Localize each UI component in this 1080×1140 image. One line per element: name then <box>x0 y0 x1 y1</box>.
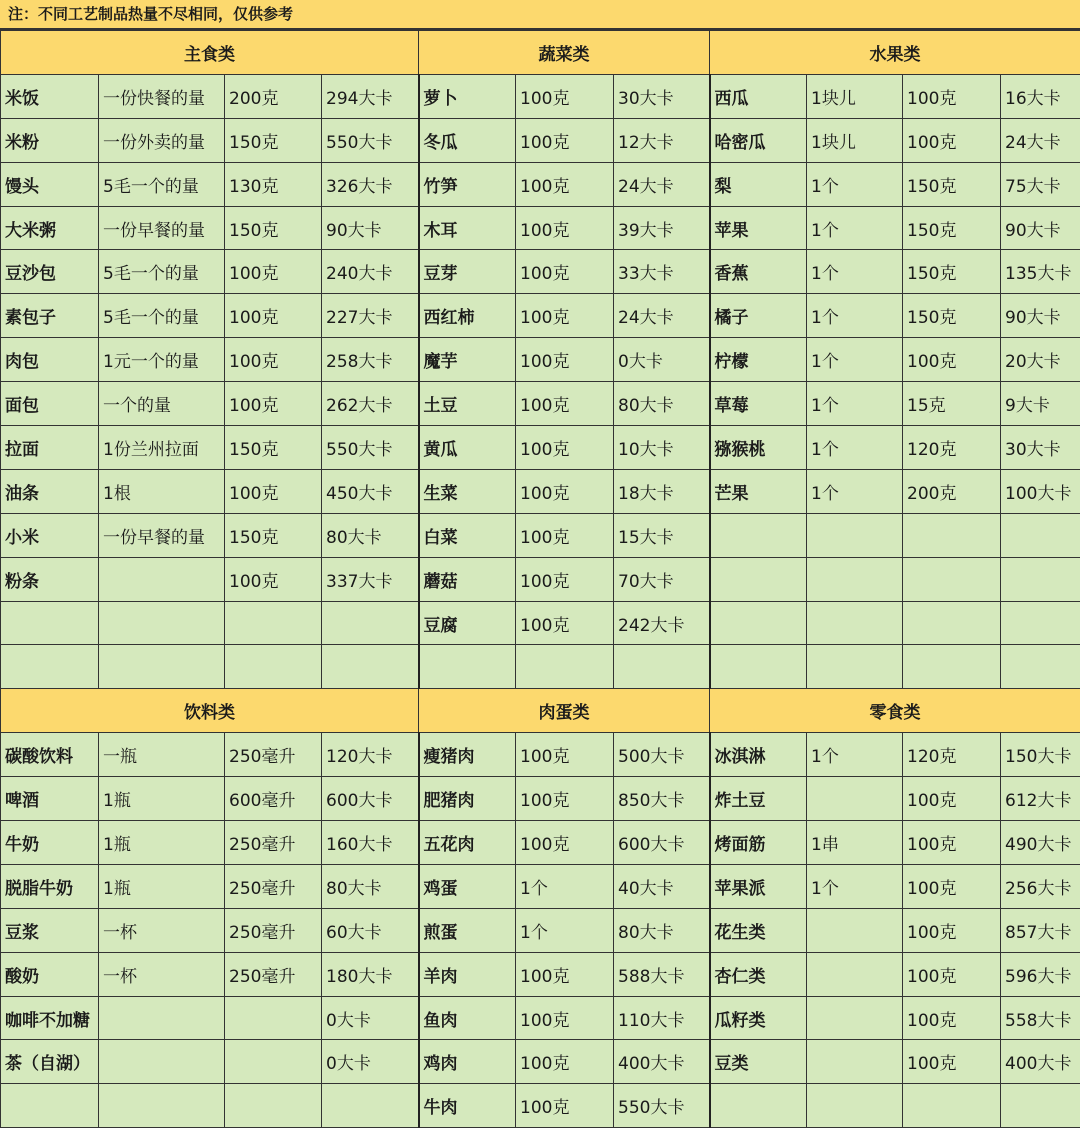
food-name-cell: 白菜 <box>419 513 516 557</box>
table-row <box>1 908 1080 952</box>
value-cell: 1块儿 <box>807 118 903 162</box>
value-cell: 100大卡 <box>1001 469 1080 513</box>
value-cell <box>807 513 903 557</box>
value-cell: 80大卡 <box>322 513 419 557</box>
value-cell: 200克 <box>903 469 1001 513</box>
value-cell: 600大卡 <box>322 777 419 821</box>
food-name-cell <box>710 1084 807 1128</box>
table-row <box>1 206 1080 250</box>
value-cell: 100克 <box>903 864 1001 908</box>
food-name-cell: 芒果 <box>710 469 807 513</box>
value-cell: 90大卡 <box>322 206 419 250</box>
value-cell: 596大卡 <box>1001 952 1080 996</box>
food-name-cell: 豆类 <box>710 1040 807 1084</box>
value-cell: 337大卡 <box>322 557 419 601</box>
value-cell: 180大卡 <box>322 952 419 996</box>
food-name-cell <box>1 601 99 645</box>
table-row <box>1 777 1080 821</box>
value-cell: 150克 <box>225 426 322 470</box>
food-name-cell: 小米 <box>1 513 99 557</box>
value-cell: 39大卡 <box>614 206 710 250</box>
value-cell <box>903 513 1001 557</box>
food-name-cell: 素包子 <box>1 294 99 338</box>
food-name-cell: 西瓜 <box>710 74 807 118</box>
value-cell: 一份快餐的量 <box>99 74 225 118</box>
value-cell: 588大卡 <box>614 952 710 996</box>
value-cell: 100克 <box>225 294 322 338</box>
value-cell: 0大卡 <box>322 1040 419 1084</box>
section-header: 蔬菜类 <box>419 31 710 75</box>
value-cell: 1个 <box>516 864 614 908</box>
value-cell: 150大卡 <box>1001 733 1080 777</box>
value-cell: 1个 <box>807 864 903 908</box>
food-name-cell: 碳酸饮料 <box>1 733 99 777</box>
value-cell <box>322 1084 419 1128</box>
value-cell: 100克 <box>516 294 614 338</box>
value-cell <box>99 557 225 601</box>
food-name-cell: 苹果 <box>710 206 807 250</box>
food-name-cell: 粉条 <box>1 557 99 601</box>
value-cell <box>322 601 419 645</box>
value-cell: 1个 <box>807 469 903 513</box>
food-name-cell: 煎蛋 <box>419 908 516 952</box>
value-cell: 100克 <box>516 118 614 162</box>
food-name-cell: 啤酒 <box>1 777 99 821</box>
value-cell: 110大卡 <box>614 996 710 1040</box>
value-cell: 100克 <box>516 338 614 382</box>
value-cell: 一杯 <box>99 908 225 952</box>
food-name-cell: 脱脂牛奶 <box>1 864 99 908</box>
value-cell: 100克 <box>903 908 1001 952</box>
value-cell: 一杯 <box>99 952 225 996</box>
value-cell: 242大卡 <box>614 601 710 645</box>
value-cell <box>807 601 903 645</box>
value-cell <box>903 1084 1001 1128</box>
value-cell: 150克 <box>903 294 1001 338</box>
food-name-cell: 魔芋 <box>419 338 516 382</box>
value-cell <box>903 645 1001 689</box>
value-cell: 90大卡 <box>1001 206 1080 250</box>
table-row <box>1 250 1080 294</box>
table-row <box>1 294 1080 338</box>
value-cell: 250毫升 <box>225 864 322 908</box>
section-header: 零食类 <box>710 689 1080 733</box>
value-cell: 240大卡 <box>322 250 419 294</box>
value-cell: 100克 <box>516 821 614 865</box>
food-name-cell: 馒头 <box>1 162 99 206</box>
table-row <box>1 74 1080 118</box>
value-cell: 一份外卖的量 <box>99 118 225 162</box>
value-cell: 18大卡 <box>614 469 710 513</box>
value-cell: 60大卡 <box>322 908 419 952</box>
section-header: 主食类 <box>1 31 419 75</box>
value-cell: 16大卡 <box>1001 74 1080 118</box>
table-row <box>1 382 1080 426</box>
value-cell: 1个 <box>807 382 903 426</box>
value-cell: 9大卡 <box>1001 382 1080 426</box>
food-name-cell <box>710 557 807 601</box>
value-cell: 100克 <box>516 162 614 206</box>
value-cell <box>903 557 1001 601</box>
value-cell <box>225 1040 322 1084</box>
value-cell: 33大卡 <box>614 250 710 294</box>
value-cell: 100克 <box>516 777 614 821</box>
value-cell: 1份兰州拉面 <box>99 426 225 470</box>
table-row <box>1 513 1080 557</box>
food-name-cell: 拉面 <box>1 426 99 470</box>
reference-note: 注：不同工艺制品热量不尽相同，仅供参考 <box>0 0 1080 30</box>
value-cell <box>1001 645 1080 689</box>
value-cell: 24大卡 <box>1001 118 1080 162</box>
value-cell: 450大卡 <box>322 469 419 513</box>
value-cell: 135大卡 <box>1001 250 1080 294</box>
value-cell <box>99 1084 225 1128</box>
value-cell: 200克 <box>225 74 322 118</box>
food-name-cell: 豆浆 <box>1 908 99 952</box>
value-cell <box>225 601 322 645</box>
value-cell: 294大卡 <box>322 74 419 118</box>
food-name-cell: 草莓 <box>710 382 807 426</box>
food-name-cell <box>419 645 516 689</box>
value-cell <box>99 601 225 645</box>
section-header-row <box>1 31 1080 75</box>
value-cell: 一份早餐的量 <box>99 206 225 250</box>
table-row <box>1 118 1080 162</box>
value-cell: 1个 <box>807 338 903 382</box>
value-cell: 1串 <box>807 821 903 865</box>
value-cell: 500大卡 <box>614 733 710 777</box>
table-row <box>1 952 1080 996</box>
value-cell: 550大卡 <box>614 1084 710 1128</box>
value-cell: 256大卡 <box>1001 864 1080 908</box>
value-cell: 100克 <box>903 338 1001 382</box>
food-name-cell: 牛奶 <box>1 821 99 865</box>
value-cell <box>1001 1084 1080 1128</box>
value-cell <box>1001 557 1080 601</box>
value-cell <box>807 777 903 821</box>
value-cell: 100克 <box>516 250 614 294</box>
value-cell: 857大卡 <box>1001 908 1080 952</box>
value-cell: 5毛一个的量 <box>99 294 225 338</box>
section-header: 饮料类 <box>1 689 419 733</box>
value-cell: 612大卡 <box>1001 777 1080 821</box>
table-row <box>1 338 1080 382</box>
value-cell: 15大卡 <box>614 513 710 557</box>
value-cell: 1个 <box>807 162 903 206</box>
value-cell: 130克 <box>225 162 322 206</box>
table-row <box>1 162 1080 206</box>
food-name-cell: 西红柿 <box>419 294 516 338</box>
food-name-cell: 梨 <box>710 162 807 206</box>
value-cell: 100克 <box>516 513 614 557</box>
value-cell: 160大卡 <box>322 821 419 865</box>
food-name-cell: 花生类 <box>710 908 807 952</box>
value-cell: 1瓶 <box>99 821 225 865</box>
value-cell: 1个 <box>807 206 903 250</box>
food-name-cell: 猕猴桃 <box>710 426 807 470</box>
value-cell: 100克 <box>516 382 614 426</box>
table-row <box>1 601 1080 645</box>
value-cell: 100克 <box>516 206 614 250</box>
value-cell: 30大卡 <box>614 74 710 118</box>
food-name-cell: 木耳 <box>419 206 516 250</box>
food-name-cell: 蘑菇 <box>419 557 516 601</box>
food-name-cell: 肉包 <box>1 338 99 382</box>
value-cell: 120大卡 <box>322 733 419 777</box>
value-cell: 258大卡 <box>322 338 419 382</box>
food-name-cell: 生菜 <box>419 469 516 513</box>
food-name-cell: 橘子 <box>710 294 807 338</box>
value-cell: 150克 <box>225 118 322 162</box>
food-name-cell: 冰淇淋 <box>710 733 807 777</box>
food-name-cell: 柠檬 <box>710 338 807 382</box>
value-cell <box>322 645 419 689</box>
value-cell <box>807 908 903 952</box>
section-header: 水果类 <box>710 31 1080 75</box>
value-cell: 250毫升 <box>225 821 322 865</box>
value-cell: 一个的量 <box>99 382 225 426</box>
section-header: 肉蛋类 <box>419 689 710 733</box>
value-cell: 80大卡 <box>614 908 710 952</box>
food-name-cell: 咖啡不加糖 <box>1 996 99 1040</box>
food-name-cell: 豆芽 <box>419 250 516 294</box>
value-cell: 100克 <box>903 74 1001 118</box>
value-cell: 100克 <box>516 469 614 513</box>
value-cell: 30大卡 <box>1001 426 1080 470</box>
food-name-cell: 米饭 <box>1 74 99 118</box>
food-name-cell: 牛肉 <box>419 1084 516 1128</box>
value-cell: 10大卡 <box>614 426 710 470</box>
food-name-cell <box>710 601 807 645</box>
value-cell: 1个 <box>807 294 903 338</box>
value-cell <box>807 952 903 996</box>
food-name-cell: 瘦猪肉 <box>419 733 516 777</box>
table-row <box>1 821 1080 865</box>
food-name-cell: 酸奶 <box>1 952 99 996</box>
value-cell <box>807 557 903 601</box>
value-cell: 100克 <box>516 996 614 1040</box>
value-cell: 850大卡 <box>614 777 710 821</box>
food-name-cell: 杏仁类 <box>710 952 807 996</box>
food-name-cell: 豆腐 <box>419 601 516 645</box>
food-name-cell: 苹果派 <box>710 864 807 908</box>
food-name-cell: 大米粥 <box>1 206 99 250</box>
calorie-table <box>0 30 1080 1128</box>
food-name-cell: 鱼肉 <box>419 996 516 1040</box>
food-name-cell: 羊肉 <box>419 952 516 996</box>
food-name-cell: 鸡蛋 <box>419 864 516 908</box>
value-cell: 100克 <box>225 338 322 382</box>
value-cell: 1根 <box>99 469 225 513</box>
value-cell: 1个 <box>807 250 903 294</box>
value-cell: 90大卡 <box>1001 294 1080 338</box>
value-cell: 100克 <box>903 118 1001 162</box>
table-row <box>1 864 1080 908</box>
value-cell: 100克 <box>903 952 1001 996</box>
value-cell: 490大卡 <box>1001 821 1080 865</box>
value-cell: 0大卡 <box>322 996 419 1040</box>
value-cell: 100克 <box>516 74 614 118</box>
value-cell: 326大卡 <box>322 162 419 206</box>
value-cell: 400大卡 <box>1001 1040 1080 1084</box>
section-header-row <box>1 689 1080 733</box>
value-cell: 20大卡 <box>1001 338 1080 382</box>
value-cell: 100克 <box>225 382 322 426</box>
value-cell: 12大卡 <box>614 118 710 162</box>
value-cell <box>903 601 1001 645</box>
food-name-cell: 土豆 <box>419 382 516 426</box>
value-cell: 100克 <box>225 250 322 294</box>
food-name-cell: 肥猪肉 <box>419 777 516 821</box>
food-name-cell <box>1 645 99 689</box>
value-cell <box>99 645 225 689</box>
value-cell: 150克 <box>225 513 322 557</box>
value-cell: 100克 <box>516 733 614 777</box>
table-row <box>1 469 1080 513</box>
table-row <box>1 426 1080 470</box>
value-cell <box>1001 601 1080 645</box>
value-cell: 100克 <box>903 777 1001 821</box>
value-cell: 262大卡 <box>322 382 419 426</box>
value-cell: 100克 <box>225 469 322 513</box>
value-cell: 100克 <box>903 821 1001 865</box>
value-cell: 5毛一个的量 <box>99 250 225 294</box>
table-row <box>1 733 1080 777</box>
value-cell: 1个 <box>807 733 903 777</box>
value-cell <box>99 996 225 1040</box>
food-name-cell <box>710 645 807 689</box>
food-name-cell: 豆沙包 <box>1 250 99 294</box>
food-name-cell <box>1 1084 99 1128</box>
value-cell: 150克 <box>225 206 322 250</box>
value-cell <box>807 1084 903 1128</box>
food-name-cell: 冬瓜 <box>419 118 516 162</box>
value-cell <box>807 1040 903 1084</box>
value-cell <box>614 645 710 689</box>
value-cell <box>225 996 322 1040</box>
food-name-cell: 五花肉 <box>419 821 516 865</box>
value-cell: 5毛一个的量 <box>99 162 225 206</box>
value-cell: 1个 <box>516 908 614 952</box>
value-cell: 150克 <box>903 206 1001 250</box>
value-cell: 100克 <box>903 1040 1001 1084</box>
value-cell: 24大卡 <box>614 162 710 206</box>
value-cell: 227大卡 <box>322 294 419 338</box>
value-cell: 1瓶 <box>99 864 225 908</box>
food-name-cell: 烤面筋 <box>710 821 807 865</box>
table-row <box>1 645 1080 689</box>
value-cell <box>99 1040 225 1084</box>
value-cell: 100克 <box>516 557 614 601</box>
table-row <box>1 557 1080 601</box>
value-cell: 100克 <box>516 1040 614 1084</box>
value-cell: 100克 <box>516 601 614 645</box>
food-name-cell: 萝卜 <box>419 74 516 118</box>
value-cell <box>225 645 322 689</box>
food-name-cell: 竹笋 <box>419 162 516 206</box>
value-cell: 100克 <box>516 952 614 996</box>
value-cell: 250毫升 <box>225 908 322 952</box>
value-cell: 80大卡 <box>322 864 419 908</box>
value-cell: 550大卡 <box>322 426 419 470</box>
value-cell: 150克 <box>903 162 1001 206</box>
table-row <box>1 1084 1080 1128</box>
value-cell: 一瓶 <box>99 733 225 777</box>
food-name-cell <box>710 513 807 557</box>
value-cell: 75大卡 <box>1001 162 1080 206</box>
value-cell <box>807 996 903 1040</box>
value-cell: 150克 <box>903 250 1001 294</box>
value-cell: 600大卡 <box>614 821 710 865</box>
value-cell: 一份早餐的量 <box>99 513 225 557</box>
value-cell: 40大卡 <box>614 864 710 908</box>
value-cell: 1个 <box>807 426 903 470</box>
value-cell: 600毫升 <box>225 777 322 821</box>
value-cell: 24大卡 <box>614 294 710 338</box>
value-cell: 100克 <box>903 996 1001 1040</box>
value-cell: 120克 <box>903 426 1001 470</box>
value-cell <box>1001 513 1080 557</box>
food-name-cell: 炸土豆 <box>710 777 807 821</box>
food-name-cell: 面包 <box>1 382 99 426</box>
value-cell <box>516 645 614 689</box>
value-cell: 70大卡 <box>614 557 710 601</box>
table-row <box>1 996 1080 1040</box>
food-name-cell: 哈密瓜 <box>710 118 807 162</box>
value-cell: 1块儿 <box>807 74 903 118</box>
food-name-cell: 鸡肉 <box>419 1040 516 1084</box>
value-cell: 100克 <box>516 1084 614 1128</box>
value-cell: 15克 <box>903 382 1001 426</box>
value-cell: 400大卡 <box>614 1040 710 1084</box>
food-name-cell: 黄瓜 <box>419 426 516 470</box>
food-name-cell: 茶（自湖） <box>1 1040 99 1084</box>
food-name-cell: 油条 <box>1 469 99 513</box>
food-name-cell: 米粉 <box>1 118 99 162</box>
value-cell: 1瓶 <box>99 777 225 821</box>
value-cell: 250毫升 <box>225 952 322 996</box>
value-cell: 250毫升 <box>225 733 322 777</box>
value-cell <box>225 1084 322 1128</box>
value-cell: 80大卡 <box>614 382 710 426</box>
value-cell: 0大卡 <box>614 338 710 382</box>
value-cell: 120克 <box>903 733 1001 777</box>
food-name-cell: 瓜籽类 <box>710 996 807 1040</box>
table-row <box>1 1040 1080 1084</box>
value-cell: 1元一个的量 <box>99 338 225 382</box>
value-cell: 550大卡 <box>322 118 419 162</box>
food-name-cell: 香蕉 <box>710 250 807 294</box>
value-cell: 100克 <box>516 426 614 470</box>
value-cell <box>807 645 903 689</box>
value-cell: 558大卡 <box>1001 996 1080 1040</box>
value-cell: 100克 <box>225 557 322 601</box>
